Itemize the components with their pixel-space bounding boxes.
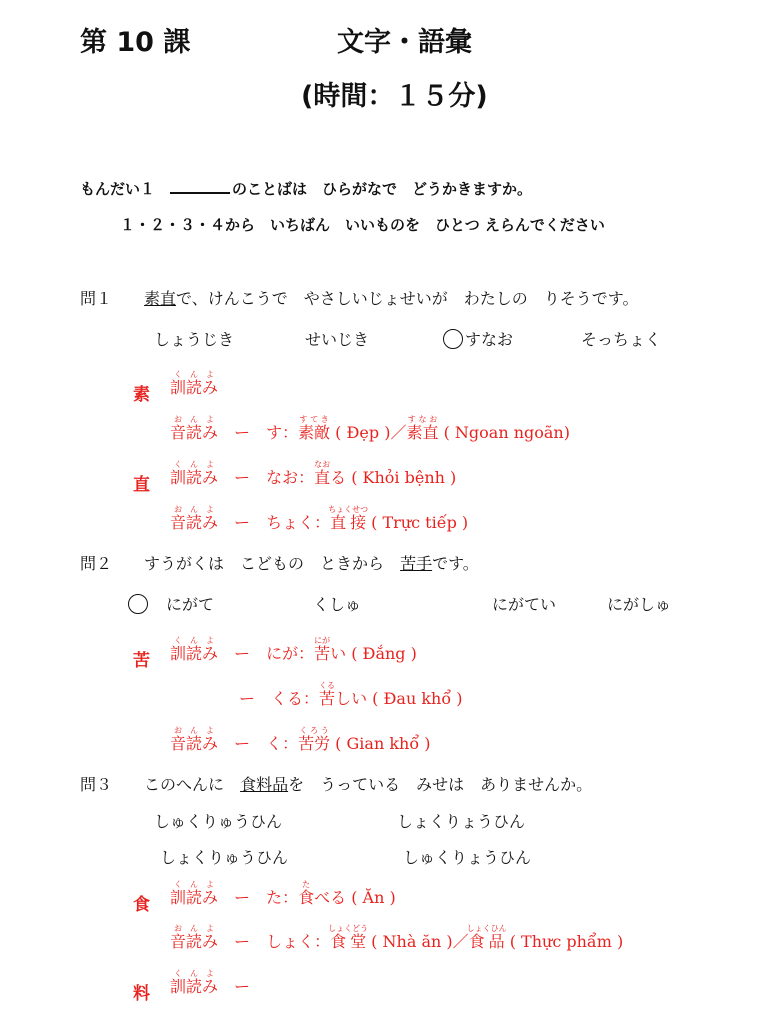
q3-option-4[interactable]: しゅくりょうひん <box>403 848 532 867</box>
mondai-label: もんだい１ <box>80 180 156 198</box>
q1-option-2[interactable]: せいじき <box>305 330 370 349</box>
question-3: 問３ このへんに 食料品を うっている みせは ありませんか。 <box>80 775 593 794</box>
kanji-heading: 直 <box>133 475 150 495</box>
question-number: 問２ <box>80 554 113 573</box>
question-text: で、けんこうで やさしいじょせいが わたしの りそうです。 <box>176 289 639 308</box>
section-title: 文字・語彙 <box>337 27 472 58</box>
kun-reading-line: 訓読みくんよ ー <box>170 969 251 996</box>
question-number: 問１ <box>80 289 113 308</box>
q1-option-4[interactable]: そっちょく <box>581 330 662 349</box>
target-word: 苦手 <box>400 554 433 573</box>
option-label: にがて <box>166 595 215 614</box>
q3-option-3[interactable]: しょくりゅうひん <box>160 848 289 867</box>
q2-option-3[interactable]: にがてい <box>492 595 557 614</box>
question-number: 問３ <box>80 775 113 794</box>
kun-reading-line-2: ー くる：苦くるしい ( Đau khổ ) <box>239 681 463 708</box>
on-reading-line: 音読みおんよ ー す：素敵すてき ( Đẹp )／素直すなお ( Ngoan ngoãn) <box>170 415 570 442</box>
on-reading-line: 音読みおんよ ー しょく：食堂しょくどう ( Nhà ăn )／食品しょくひん ( Thực phẩm ) <box>170 924 624 951</box>
instruction-text: のことばは ひらがなで どうかきますか。 <box>232 180 533 198</box>
lesson-number: 第 10 課 <box>80 27 191 58</box>
instruction-line-1 <box>80 178 532 199</box>
question-1 <box>80 286 638 309</box>
kanji-heading: 食 <box>133 895 150 915</box>
q2-option-4[interactable]: にがしゅ <box>607 595 672 614</box>
kanji-heading: 料 <box>133 984 150 1004</box>
kun-reading-line: 訓読みくんよ ー にが：苦にがい ( Đắng ) <box>170 636 417 663</box>
answer-blank <box>170 178 230 194</box>
time-limit: (時間：１５分) <box>301 81 488 112</box>
correct-answer-circle-icon <box>443 329 463 349</box>
q1-option-3[interactable] <box>443 327 513 350</box>
kun-reading-line: 訓読みくんよ ー た：食たべる ( Ăn ) <box>170 880 396 907</box>
target-word: 食料品 <box>240 775 289 794</box>
kanji-heading: 苦 <box>133 651 150 671</box>
q3-option-1[interactable]: しゅくりゅうひん <box>154 812 283 831</box>
q3-option-2[interactable]: しょくりょうひん <box>397 812 526 831</box>
q2-option-1[interactable] <box>128 592 214 615</box>
q1-option-1[interactable]: しょうじき <box>154 330 235 349</box>
correct-answer-circle-icon <box>128 594 148 614</box>
kun-label: 訓読みくんよ <box>170 370 219 397</box>
q2-option-2[interactable]: くしゅ <box>313 595 362 614</box>
kanji-heading: 素 <box>133 385 150 405</box>
on-reading-line: 音読みおんよ ー ちょく：直接ちょくせつ ( Trực tiếp ) <box>170 505 469 532</box>
question-2: 問２ すうがくは こどもの ときから 苦手です。 <box>80 554 479 573</box>
kun-reading-line: 訓読みくんよ ー なお：直なおる ( Khỏi bệnh ) <box>170 460 457 487</box>
on-reading-line: 音読みおんよ ー く：苦労くろう ( Gian khổ ) <box>170 726 431 753</box>
target-word: 素直 <box>144 289 177 308</box>
option-label: すなお <box>465 330 514 349</box>
instruction-line-2: １・２・３・４から いちばん いいものを ひとつ えらんでください <box>120 216 605 234</box>
